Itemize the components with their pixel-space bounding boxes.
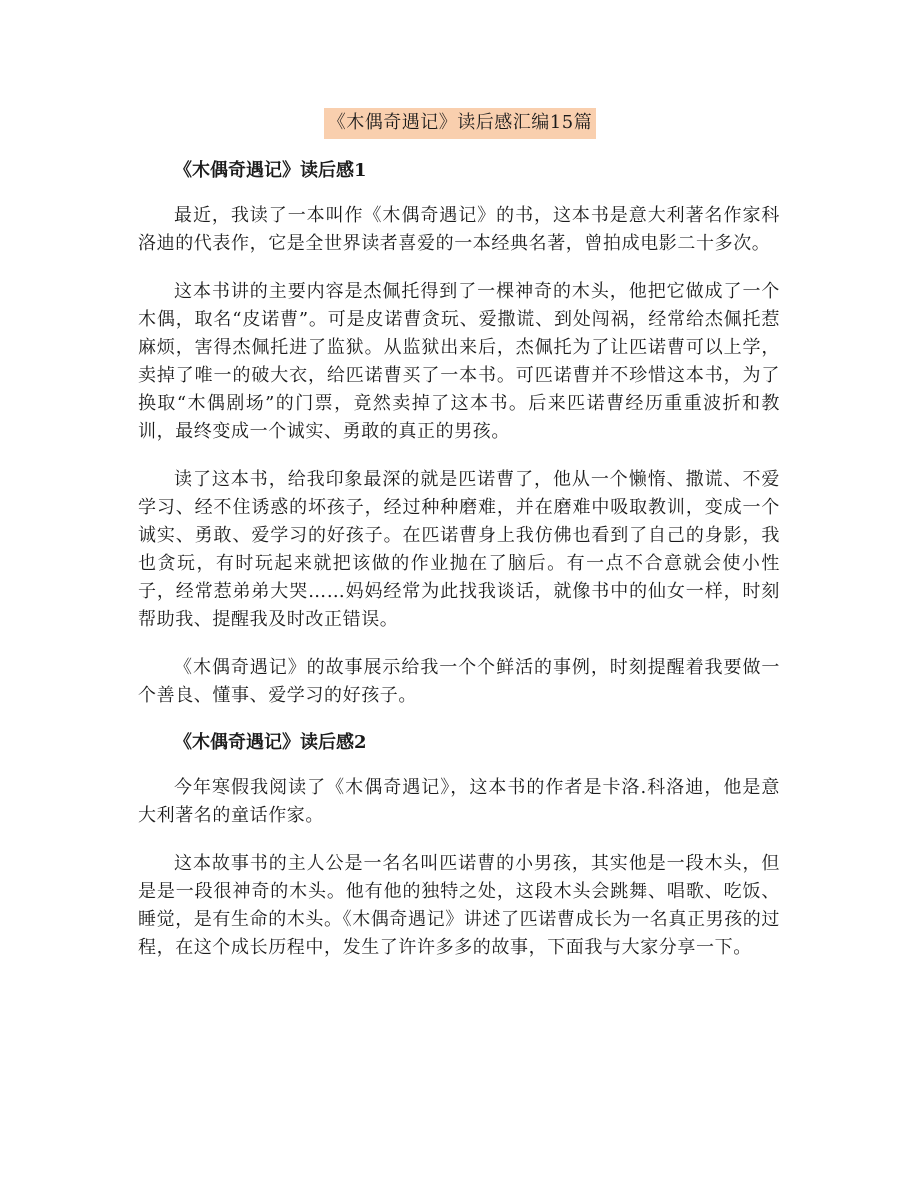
paragraph: 这本故事书的主人公是一名名叫匹诺曹的小男孩，其实他是一段木头，但是是一段很神奇的木头。他有他的独特之处，这段木头会跳舞、唱歌、吃饭、睡觉，是有生命的木头。《木偶奇遇记》讲述了匹诺曹成长为一名真正男孩的过程，在这个成长历程中，发生了许许多多的故事，下面我与大家分享一下。 — [138, 853, 780, 958]
section-heading: 《木偶奇遇记》读后感2 — [174, 732, 367, 753]
paragraph: 今年寒假我阅读了《木偶奇遇记》，这本书的作者是卡洛.科洛迪，他是意大利著名的童话作家。 — [138, 777, 780, 826]
section-heading: 《木偶奇遇记》读后感1 — [174, 160, 367, 181]
paragraph: 读了这本书，给我印象最深的就是匹诺曹了，他从一个懒惰、撒谎、不爱学习、经不住诱惑的坏孩子，经过种种磨难，并在磨难中吸取教训，变成一个诚实、勇敢、爱学习的好孩子。在匹诺曹身上我仿佛也看到了自己的身影，我也贪玩，有时玩起来就把该做的作业抛在了脑后。有一点不合意就会使小性子，经常惹弟弟大哭……妈妈经常为此找我谈话，就像书中的仙女一样，时刻帮助我、提醒我及时改正错误。 — [138, 469, 780, 630]
paragraph: 这本书讲的主要内容是杰佩托得到了一棵神奇的木头，他把它做成了一个木偶，取名“皮诺曹”。可是皮诺曹贪玩、爱撒谎、到处闯祸，经常给杰佩托惹麻烦，害得杰佩托进了监狱。从监狱出来后，杰佩托为了让匹诺曹可以上学，卖掉了唯一的破大衣，给匹诺曹买了一本书。可匹诺曹并不珍惜这本书，为了换取“木偶剧场”的门票，竟然卖掉了这本书。后来匹诺曹经历重重波折和教训，最终变成一个诚实、勇敢的真正的男孩。 — [138, 281, 780, 442]
section-1 — [138, 158, 780, 710]
paragraph: 《木偶奇遇记》的故事展示给我一个个鲜活的事例，时刻提醒着我要做一个善良、懂事、爱学习的好孩子。 — [138, 657, 780, 706]
document-title-row — [0, 108, 920, 139]
paragraph: 最近，我读了一本叫作《木偶奇遇记》的书，这本书是意大利著名作家科洛迪的代表作，它是全世界读者喜爱的一本经典名著，曾拍成电影二十多次。 — [138, 205, 780, 254]
document-body — [138, 150, 780, 982]
section-2 — [138, 730, 780, 962]
document-title: 《木偶奇遇记》读后感汇编15篇 — [324, 108, 596, 139]
